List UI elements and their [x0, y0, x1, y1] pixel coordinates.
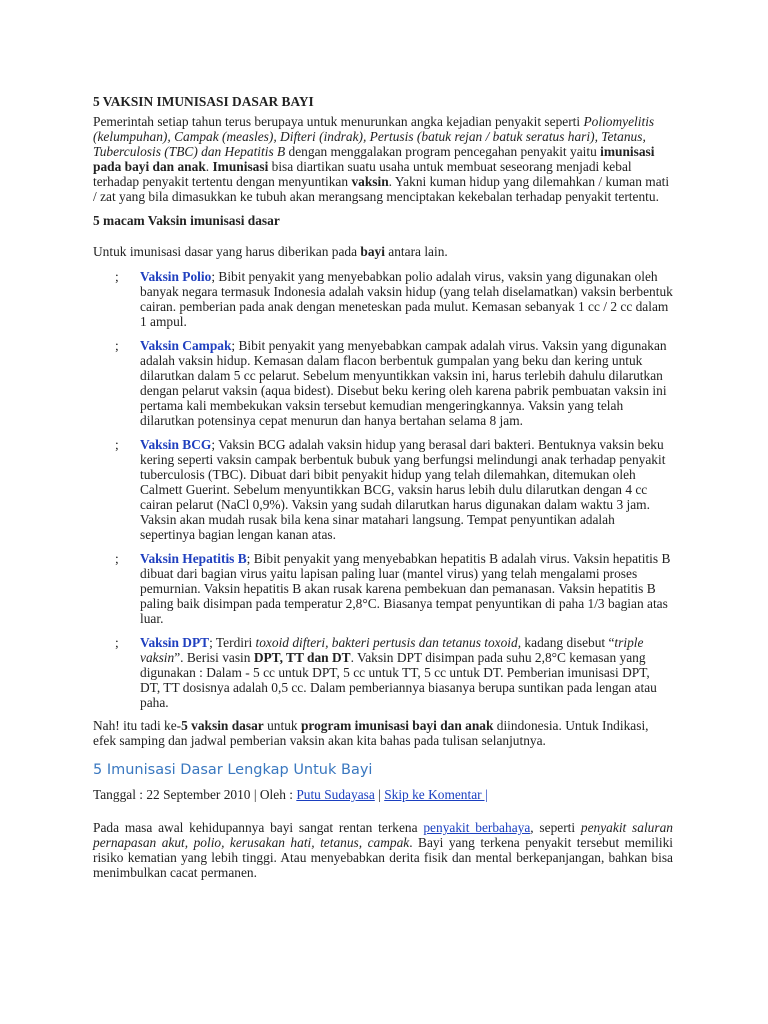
second-paragraph [93, 820, 673, 880]
vaccine-description: , kadang disebut “ [517, 635, 615, 650]
vaccine-name: Vaksin Hepatitis B [140, 551, 247, 566]
bullet: ; [115, 635, 119, 650]
bullet: ; [115, 338, 119, 353]
closing-paragraph [93, 718, 673, 748]
para-text: , seperti [530, 820, 581, 835]
list-intro [93, 244, 673, 259]
vaccine-italic: triple vaksin [140, 635, 644, 665]
list-intro-bold: bayi [360, 244, 385, 259]
intro-paragraph [93, 114, 673, 204]
vaccine-name: Vaksin Campak [140, 338, 232, 353]
vaccine-description: . Vaksin DPT disimpan pada suhu 2,8°C kemasan yang digunakan : Dalam - 5 cc untuk DPT, 5 cc untuk TT, 5 cc untuk DT. Pemberian imunisasi DPT, DT, TT dosisnya adalah 0,5 cc. Dalam pemberiannya biasanya berupa suntikan pada lengan atau paha. [140, 650, 657, 710]
subheading: 5 macam Vaksin imunisasi dasar [93, 213, 280, 228]
list-intro-text: antara lain. [384, 244, 448, 259]
vaccine-bold: DPT, TT dan DT [253, 650, 351, 665]
list-item [93, 635, 673, 710]
closing-bold: 5 vaksin dasar [181, 718, 264, 733]
vaccine-name: Vaksin Polio [140, 269, 212, 284]
bullet: ; [115, 269, 119, 284]
intro-text: dengan menggalakan program pencegahan penyakit yaitu [285, 144, 601, 159]
list-item [93, 551, 673, 626]
disease-link[interactable]: penyakit berbahaya [423, 820, 531, 835]
skip-to-comments-link[interactable]: Skip ke Komentar | [384, 787, 488, 802]
bullet: ; [115, 437, 119, 452]
list-intro-text: Untuk imunisasi dasar yang harus diberikan pada [93, 244, 361, 259]
disease-list: Poliomyelitis (kelumpuhan), Campak (measles), Difteri (indrak), Pertusis (batuk rejan / batuk seratus hari), Tetanus, Tuberculosis (TBC) dan Hepatitis B [93, 114, 655, 159]
closing-bold: program imunisasi bayi dan anak [300, 718, 494, 733]
meta-date: Tanggal : 22 September 2010 | Oleh : [93, 787, 297, 802]
article-body [93, 94, 673, 880]
list-item [93, 338, 673, 428]
list-item [93, 437, 673, 542]
vaccine-description: ; Bibit penyakit yang menyebabkan polio adalah virus, vaksin yang digunakan oleh banyak negara termasuk Indonesia adalah vaksin hidup (yang telah diselamatkan) vaksin berbentuk cairan. pemberian pada anak dengan meneteskan pada mulut. Kemasan sebanyak 1 cc / 2 cc dalam 1 ampul. [140, 269, 673, 329]
para-text: Pada masa awal kehidupannya bayi sangat rentan terkena [93, 820, 424, 835]
article-title: 5 VAKSIN IMUNISASI DASAR BAYI [93, 94, 314, 109]
vaccine-description: ; Bibit penyakit yang menyebabkan hepatitis B adalah virus. Vaksin hepatitis B dibuat dari bagian virus yaitu lapisan paling luar (mantel virus) yang telah mengalami proses pemurnian. Vaksin hepatitis B akan rusak karena pembekuan dan pemanasan. Vaksin hepatitis B paling baik disimpan pada temperatur 2,8°C. Biasanya tempat penyuntikan di paha 1/3 bagian atas luar. [140, 551, 671, 626]
vaccine-description: ; Terdiri [209, 635, 256, 650]
bullet: ; [115, 551, 119, 566]
list-item [93, 269, 673, 329]
vaccine-name: Vaksin DPT [140, 635, 210, 650]
para-text: . Bayi yang terkena penyakit tersebut memiliki risiko kematian yang lebih tinggi. Atau menyebabkan derita fisik dan mental berkepanjangan, bahkan bisa menimbulkan cacat permanen. [93, 835, 673, 880]
intro-text: . Yakni kuman hidup yang dilemahkan / kuman mati / zat yang bila dimasukkan ke tubuh akan merangsang menciptakan kekebalan terhadap penyakit tertentu. [93, 174, 670, 204]
post-meta [93, 787, 673, 802]
intro-bold: imunisasi pada bayi dan anak [93, 144, 655, 174]
section-heading: 5 Imunisasi Dasar Lengkap Untuk Bayi [93, 762, 373, 778]
closing-text: untuk [263, 718, 301, 733]
vaccine-italic: toxoid difteri, bakteri pertusis dan tetanus toxoid [255, 635, 518, 650]
vaccine-description: ”. Berisi vasin [174, 650, 254, 665]
intro-bold: Imunisasi [212, 159, 269, 174]
vaccine-description: ; Bibit penyakit yang menyebabkan campak adalah virus. Vaksin yang digunakan adalah vaksin hidup. Kemasan dalam flacon berbentuk gumpalan yang beku dan kering untuk dilarutkan dalam 5 cc pelarut. Sebelum menyuntikkan vaksin ini, harus terlebih dahulu dilarutkan dengan pelarut vaksin (aqua bidest). Disebut beku kering oleh karena pabrik pembuatan vaksin ini pertama kali membekukan vaksin tersebut kemudian mengeringkannya. Vaksin yang telah dilarutkan potensinya cepat menurun dan hanya bertahan selama 8 jam. [140, 338, 667, 428]
vaccine-list [93, 269, 673, 710]
vaccine-description: ; Vaksin BCG adalah vaksin hidup yang berasal dari bakteri. Bentuknya vaksin beku kering seperti vaksin campak berbentuk bubuk yang berfungsi melindungi anak terhadap penyakit tuberculosis (TBC). Dibuat dari bibit penyakit hidup yang telah dilemahkan, ditemukan oleh Calmett Guerint. Sebelum menyuntikkan BCG, vaksin harus lebih dulu dilarutkan dengan 4 cc cairan pelarut (NaCl 0,9%). Vaksin yang sudah dilarutkan harus digunakan dalam waktu 3 jam. Vaksin akan mudah rusak bila kena sinar matahari langsung. Tempat penyuntikan adalah sepertinya bagian lengan kanan atas. [140, 437, 666, 542]
intro-text: . [205, 159, 213, 174]
para-italic: penyakit saluran pernapasan akut, polio, kerusakan hati, tetanus, campak [93, 820, 673, 850]
vaccine-name: Vaksin BCG [140, 437, 212, 452]
intro-bold: vaksin [351, 174, 389, 189]
intro-text: bisa diartikan suatu usaha untuk membuat seseorang menjadi kebal terhadap penyakit tertentu dengan menyuntikan [93, 159, 632, 189]
closing-text: Nah! itu tadi ke- [93, 718, 182, 733]
intro-text: Pemerintah setiap tahun terus berupaya untuk menurunkan angka kejadian penyakit seperti [93, 114, 584, 129]
author-link[interactable]: Putu Sudayasa [296, 787, 375, 802]
closing-text: diindonesia. Untuk Indikasi, efek samping dan jadwal pemberian vaksin akan kita bahas pada tulisan selanjutnya. [93, 718, 649, 748]
meta-separator: | [374, 787, 385, 802]
